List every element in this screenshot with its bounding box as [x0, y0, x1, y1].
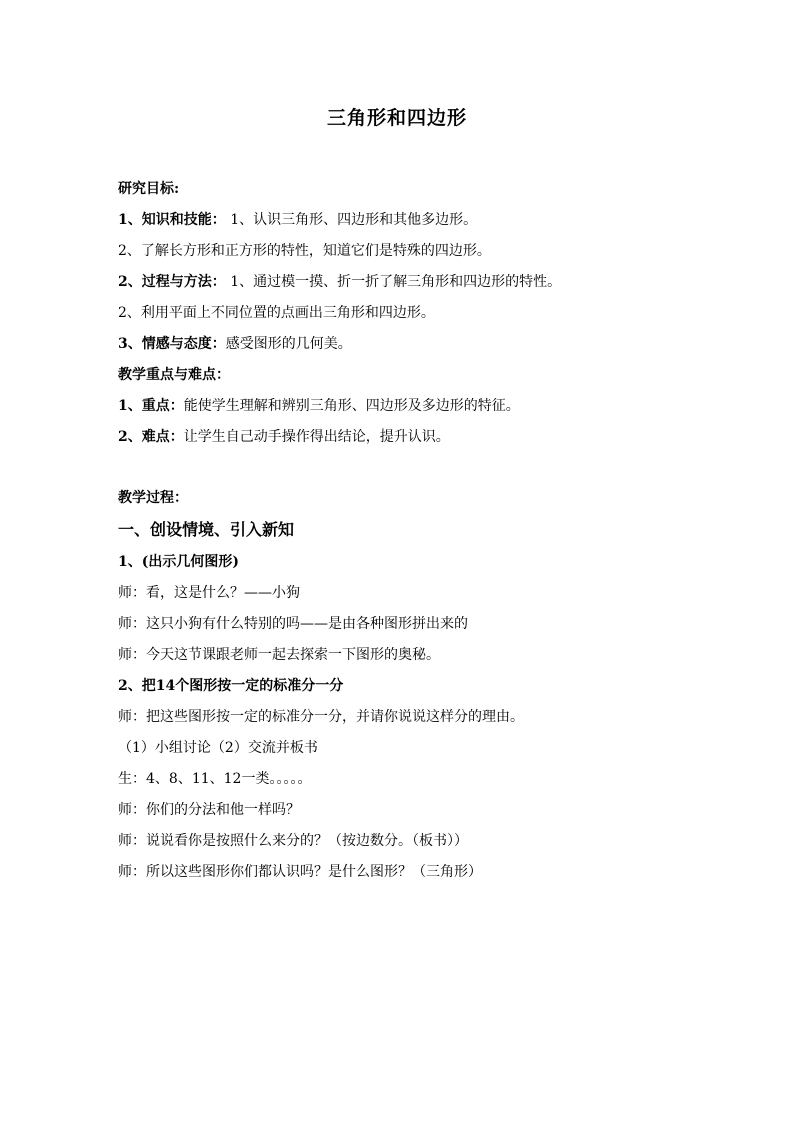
section-1-heading: 一、创设情境、引入新知 — [118, 520, 295, 539]
keypoints-heading: 教学重点与难点： — [118, 367, 230, 383]
goal-1-text: 1、认识三角形、四边形和其他多边形。 — [230, 212, 478, 228]
goal-1-sub-2: 2、了解长方形和正方形的特性，知道它们是特殊的四边形。 — [118, 243, 491, 259]
step-2-line-1: 师：把这些图形按一定的标准分一分，并请你说说这样分的理由。 — [118, 709, 524, 725]
step-2-heading: 2、把14个图形按一定的标准分一分 — [118, 678, 344, 694]
goal-1 — [118, 209, 678, 231]
key-2-label: 2、难点： — [118, 429, 184, 445]
process-heading: 教学过程： — [118, 490, 188, 506]
page-title: 三角形和四边形 — [326, 107, 467, 129]
step-1-line-3: 师：今天这节课跟老师一起去探索一下图形的奥秘。 — [118, 647, 440, 663]
goal-2-text: 1、通过模一摸、折一折了解三角形和四边形的特性。 — [230, 274, 562, 290]
step-2-line-6: 师：所以这些图形你们都认识吗？是什么图形？（三角形） — [118, 864, 482, 880]
goal-3 — [118, 333, 678, 355]
goals-heading: 研究目标: — [118, 181, 180, 197]
goal-2 — [118, 271, 678, 293]
step-2-line-3: 生：4、8、11、12一类。。。。。 — [118, 771, 312, 787]
key-point-1 — [118, 395, 678, 417]
step-1-line-1: 师：看，这是什么？——小狗 — [118, 585, 300, 601]
step-2-line-4: 师：你们的分法和他一样吗？ — [118, 802, 300, 818]
step-1-line-2: 师：这只小狗有什么特别的吗——是由各种图形拼出来的 — [118, 616, 468, 632]
key-1-text: 能使学生理解和辨别三角形、四边形及多边形的特征。 — [183, 398, 520, 414]
document-body — [118, 178, 678, 892]
goal-1-label: 1、知识和技能： — [118, 212, 226, 228]
goal-3-label: 3、情感与态度： — [118, 336, 226, 352]
key-2-text: 让学生自己动手操作得出结论，提升认识。 — [183, 429, 450, 445]
spacer — [118, 457, 678, 487]
goal-2-label: 2、过程与方法： — [118, 274, 226, 290]
step-1-heading: 1、(出示几何图形) — [118, 554, 239, 570]
key-1-label: 1、重点： — [118, 398, 184, 414]
goal-2-sub-2: 2、利用平面上不同位置的点画出三角形和四边形。 — [118, 305, 435, 321]
step-2-line-2: （1）小组讨论（2）交流并板书 — [118, 740, 318, 756]
key-point-2 — [118, 426, 678, 448]
goal-3-text: 感受图形的几何美。 — [225, 336, 352, 352]
step-2-line-5: 师：说说看你是按照什么来分的？（按边数分。（板书）） — [118, 833, 468, 849]
